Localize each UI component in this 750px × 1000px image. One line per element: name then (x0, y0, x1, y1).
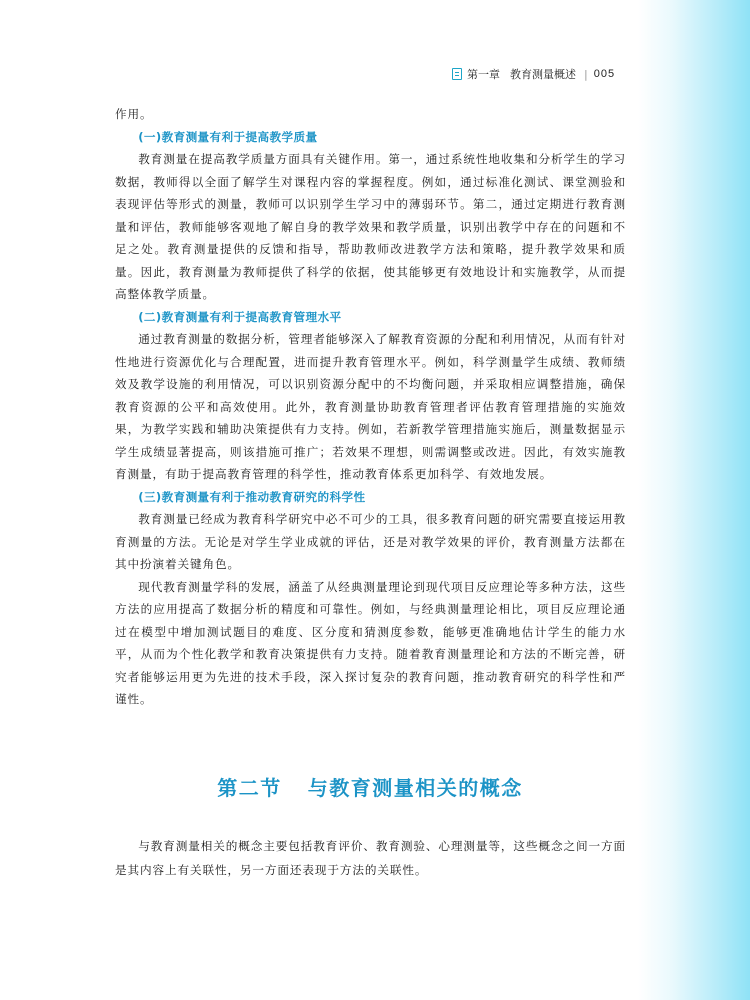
paragraph: 现代教育测量学科的发展，涵盖了从经典测量理论到现代项目反应理论等多种方法，这些方法的应用提高了数据分析的精度和可靠性。例如，与经典测量理论相比，项目反应理论通过在模型中增加测试题目的难度、区分度和猜测度参数，能够更准确地估计学生的能力水平，从而为个性化教学和教育决策提供有力支持。随着教育测量理论和方法的不断完善，研究者能够运用更为先进的技术手段，深入探讨复杂的教育问题，推动教育研究的科学性和严谨性。 (115, 579, 626, 706)
section-title: 与教育测量相关的概念 (307, 776, 523, 800)
subheading-research-science: (三)教育测量有利于推动教育研究的科学性 (138, 489, 366, 504)
subheading-teaching-quality: (一)教育测量有利于提高教学质量 (138, 129, 318, 144)
paragraph-continuation: 作用。 (115, 107, 153, 121)
chapter-label: 第一章 (467, 68, 500, 81)
paragraph: 教育测量已经成为教育科学研究中必不可少的工具，很多教育问题的研究需要直接运用教育测量的方法。无论是对学生学业成就的评估，还是对教学效果的评价，教育测量方法都在其中扮演着关键角色。 (115, 512, 626, 571)
paragraph: 教育测量在提高教学质量方面具有关键作用。第一，通过系统性地收集和分析学生的学习数据，教师得以全面了解学生对课程内容的掌握程度。例如，通过标准化测试、课堂测验和表现评估等形式的测量，教师可以识别学生学习中的薄弱环节。第二，通过定期进行教育测量和评估，教师能够客观地了解自身的教学效果和教学质量，识别出教学中存在的问题和不足之处。教育测量提供的反馈和指导，帮助教师改进教学方法和策略，提升教学效果和质量。因此，教育测量为教师提供了科学的依据，使其能够更有效地设计和实施教学，从而提高整体教学质量。 (115, 152, 626, 301)
section-number: 第二节 (217, 776, 282, 800)
page-number: 005 (593, 68, 616, 80)
body-text (115, 103, 626, 711)
page-edge-gradient (638, 0, 750, 1000)
running-header (452, 66, 615, 82)
section-intro-paragraph: 与教育测量相关的概念主要包括教育评价、教育测验、心理测量等，这些概念之间一方面是其内容上有关联性，另一方面还表现于方法的关联性。 (115, 839, 626, 877)
paragraph: 通过教育测量的数据分析，管理者能够深入了解教育资源的分配和利用情况，从而有针对性地进行资源优化与合理配置，进而提升教育管理水平。例如，科学测量学生成绩、教师绩效及教学设施的利用情况，可以识别资源分配中的不均衡问题，并采取相应调整措施，确保教育资源的公平和高效使用。此外，教育测量协助教育管理者评估教育管理措施的实施效果，为教学实践和辅助决策提供有力支持。例如，若新教学管理措施实施后，测量数据显示学生成绩显著提高，则该措施可推广；若效果不理想，则需调整或改进。因此，有效实施教育测量，有助于提高教育管理的科学性，推动教育体系更加科学、有效地发展。 (115, 332, 626, 481)
subheading-management-level: (二)教育测量有利于提高教育管理水平 (138, 309, 342, 324)
section-heading (0, 772, 750, 801)
document-icon (452, 68, 462, 80)
chapter-title: 教育测量概述 (510, 68, 576, 81)
header-separator: | (584, 67, 588, 81)
